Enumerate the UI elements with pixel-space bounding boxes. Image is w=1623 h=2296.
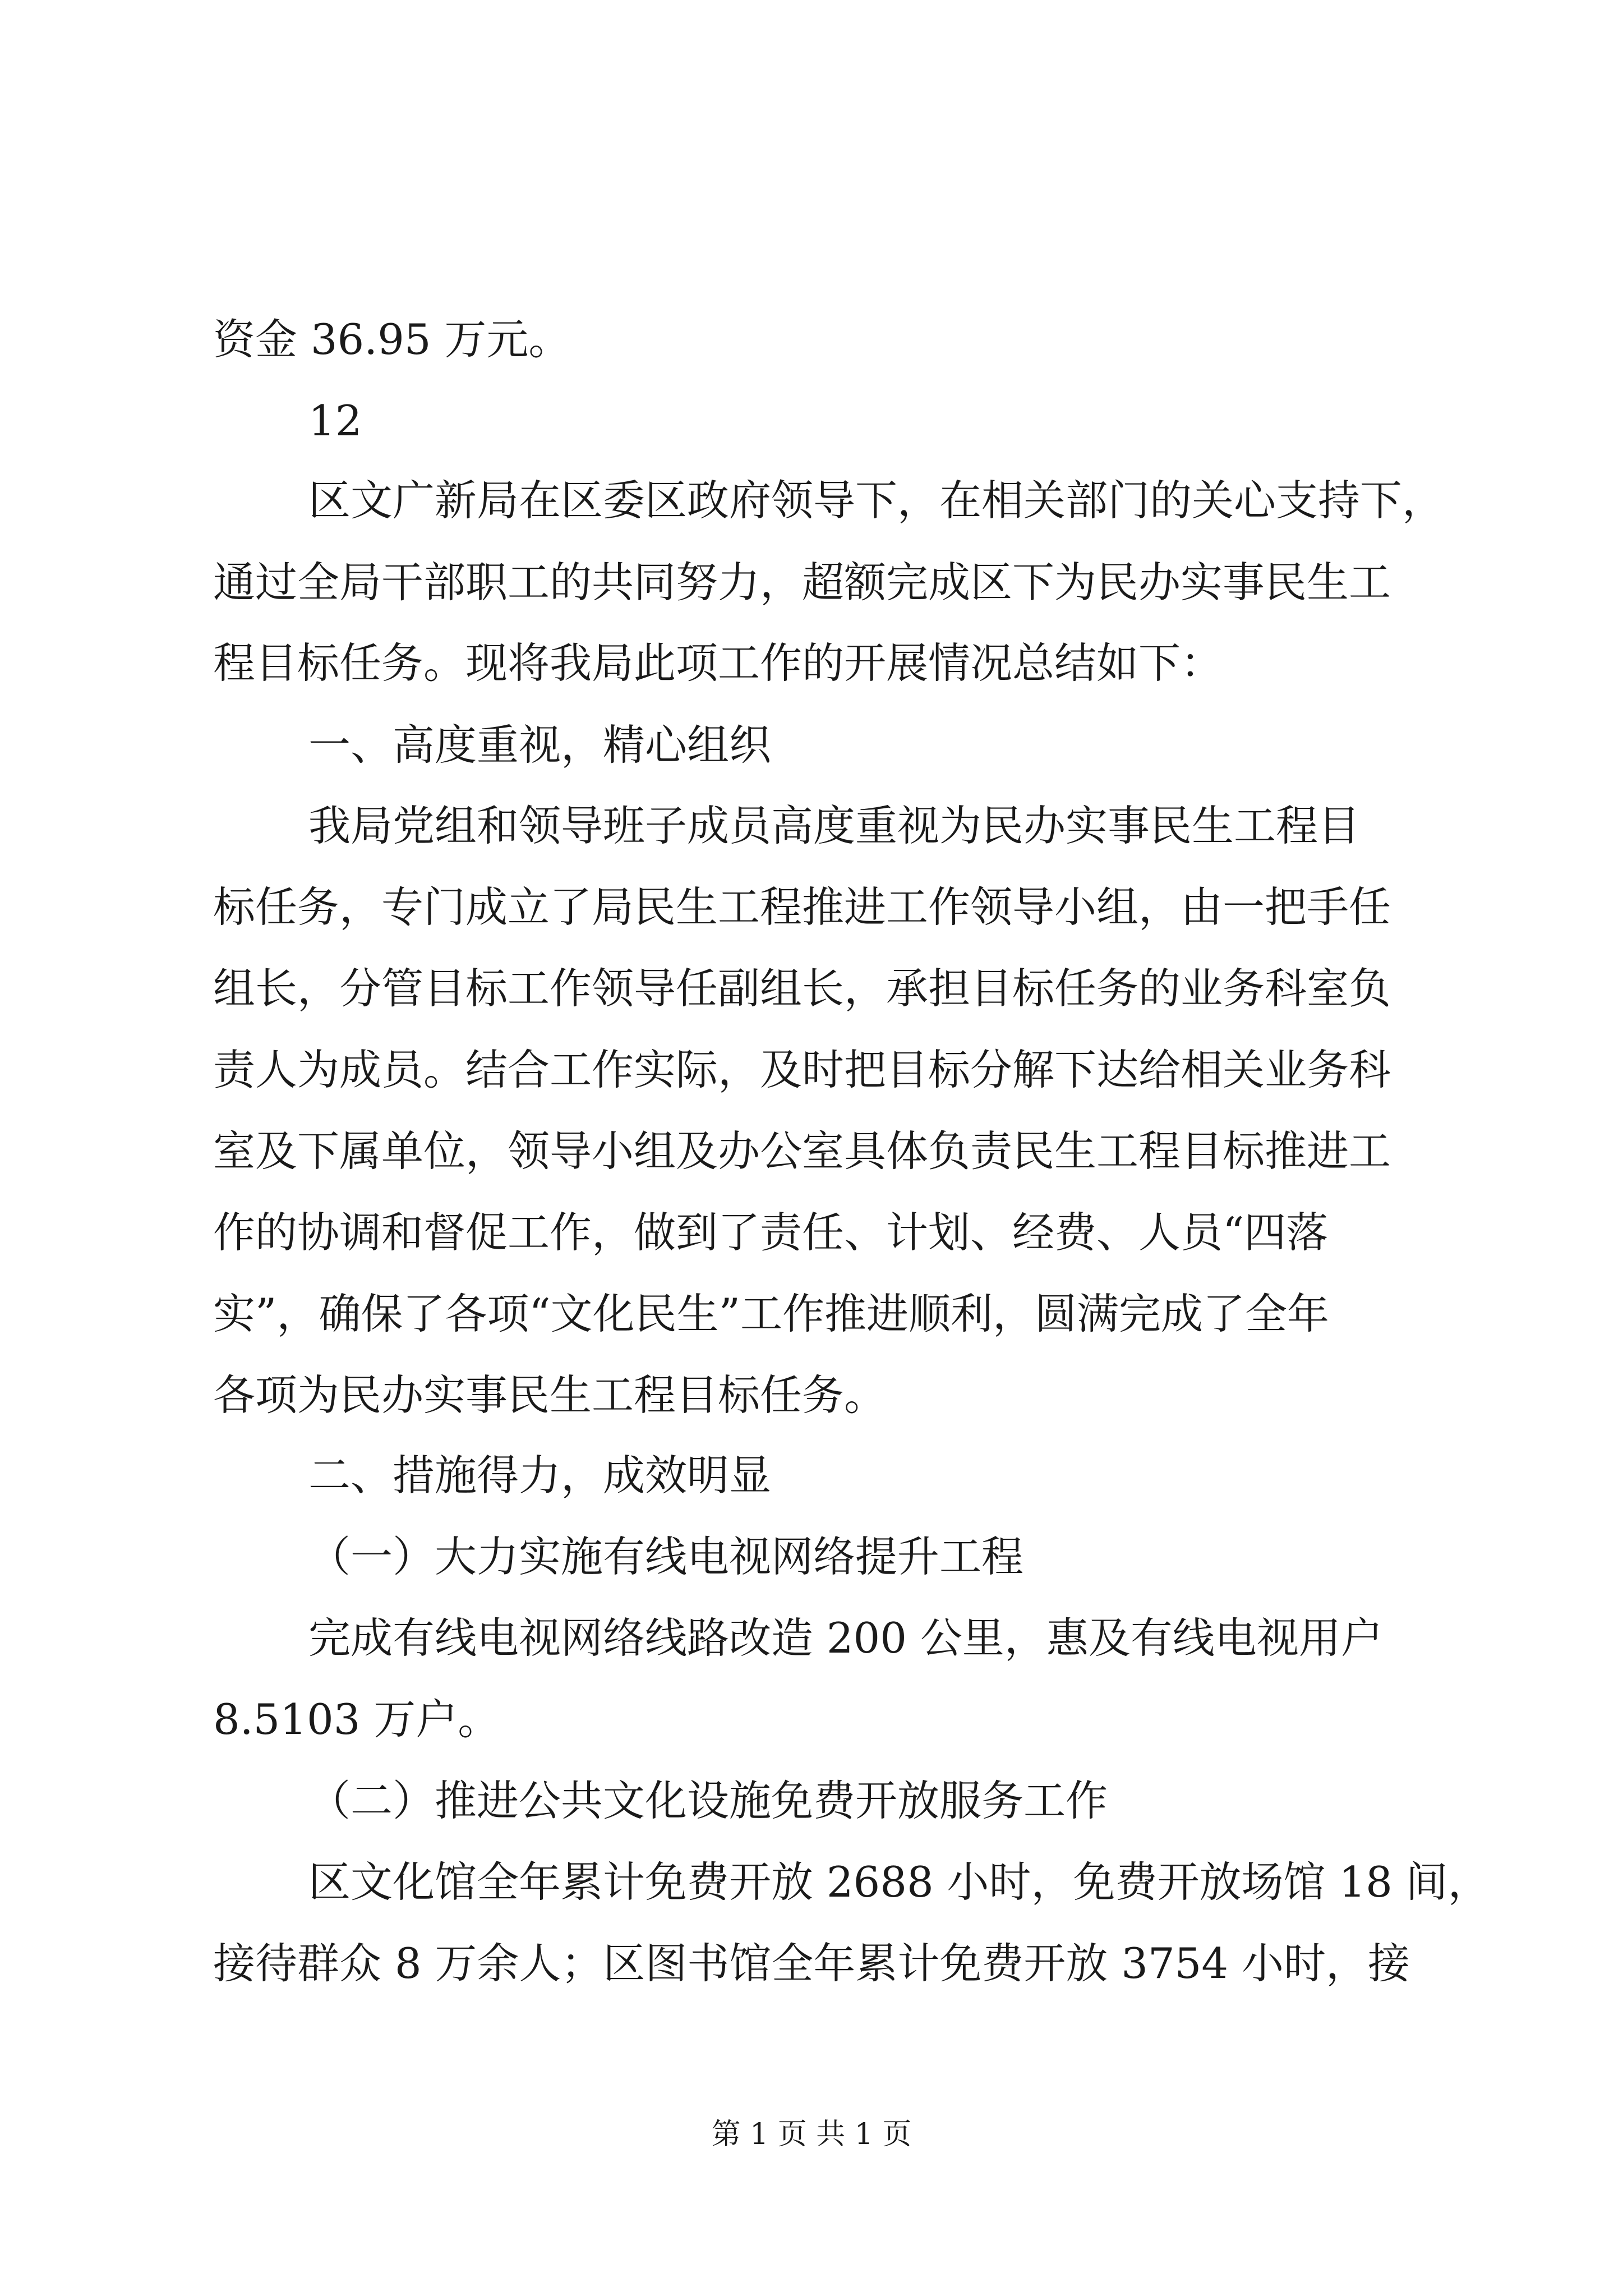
body-line: 标任务，专门成立了局民生工程推进工作领导小组，由一把手任 — [213, 882, 1391, 932]
body-line: 组长，分管目标工作领导任副组长，承担目标任务的业务科室负 — [213, 964, 1391, 1013]
section-heading: 一、高度重视，精心组织 — [308, 720, 772, 770]
section-heading: 二、措施得力，成效明显 — [308, 1451, 772, 1500]
body-line: 室及下属单位，领导小组及办公室具体负责民生工程目标推进工 — [213, 1126, 1391, 1176]
body-line: 资金 36.95 万元。 — [213, 315, 571, 364]
subsection-heading: （二）推进公共文化设施免费开放服务工作 — [308, 1776, 1108, 1825]
body-line: 责人为成员。结合工作实际，及时把目标分解下达给相关业务科 — [213, 1045, 1391, 1094]
body-line: 各项为民办实事民生工程目标任务。 — [213, 1370, 887, 1420]
paragraph-first-line: 我局党组和领导班子成员高度重视为民办实事民生工程目 — [308, 801, 1361, 850]
section-number: 12 — [308, 396, 362, 445]
body-line: 实”，确保了各项“文化民生”工作推进顺利，圆满完成了全年 — [213, 1289, 1330, 1338]
paragraph-first-line: 区文广新局在区委区政府领导下，在相关部门的关心支持下， — [308, 476, 1445, 525]
paragraph-first-line: 完成有线电视网络线路改造 200 公里，惠及有线电视用户 — [308, 1613, 1383, 1663]
body-line: 作的协调和督促工作，做到了责任、计划、经费、人员“四落 — [213, 1208, 1329, 1257]
body-line: 8.5103 万户。 — [213, 1695, 500, 1744]
page-footer: 第 1 页 共 1 页 — [711, 2118, 912, 2151]
body-line: 接待群众 8 万余人；区图书馆全年累计免费开放 3754 小时，接 — [213, 1939, 1410, 1988]
body-line: 程目标任务。现将我局此项工作的开展情况总结如下： — [213, 638, 1223, 688]
body-line: 通过全局干部职工的共同努力，超额完成区下为民办实事民生工 — [213, 558, 1391, 607]
subsection-heading: （一）大力实施有线电视网络提升工程 — [308, 1532, 1024, 1581]
paragraph-first-line: 区文化馆全年累计免费开放 2688 小时，免费开放场馆 18 间， — [308, 1857, 1490, 1907]
